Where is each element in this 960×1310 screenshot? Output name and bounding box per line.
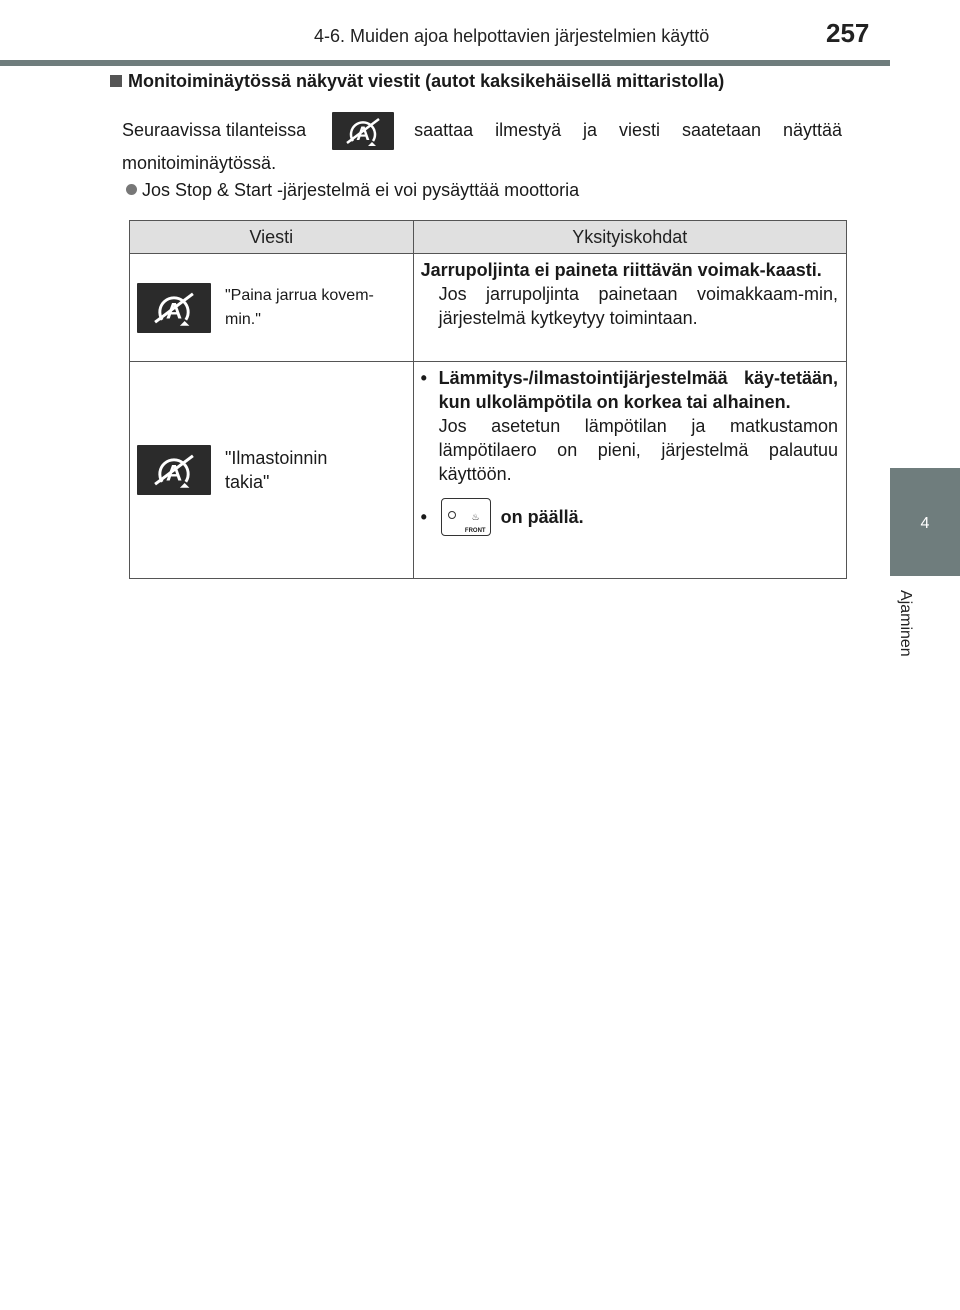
page-header xyxy=(0,0,890,66)
stop-start-off-icon xyxy=(137,445,211,495)
round-bullet-icon xyxy=(126,184,137,195)
page-number: 257 xyxy=(826,18,870,48)
table-row xyxy=(130,362,847,579)
condition-text: Jos Stop & Start -järjestelmä ei voi pysäyttää moottoria xyxy=(142,180,580,200)
message-text: "Ilmastoinnin takia" xyxy=(225,448,328,492)
stop-start-off-icon xyxy=(332,112,394,150)
stop-start-off-icon xyxy=(137,283,211,333)
chapter-label xyxy=(888,582,928,682)
square-bullet-icon xyxy=(110,75,122,87)
section-heading xyxy=(110,71,724,92)
message-table xyxy=(129,220,847,579)
front-button-label: FRONT xyxy=(464,528,486,534)
condition-bullet xyxy=(126,180,579,201)
intro-line2: monitoiminäytössä. xyxy=(122,153,277,173)
detail-heading: Lämmitys-/ilmastointijärjestelmää käy-tetään, kun ulkolämpötila on korkea tai alhainen. xyxy=(438,368,838,412)
table-row xyxy=(130,254,847,362)
chapter-label-text: Ajaminen xyxy=(897,590,914,657)
header-title: 4-6. Muiden ajoa helpottavien järjestelmien käyttö xyxy=(314,26,710,46)
chapter-tab xyxy=(890,468,960,576)
svg-text:A: A xyxy=(165,298,183,324)
svg-text:A: A xyxy=(356,123,370,145)
chapter-number: 4 xyxy=(920,515,930,532)
front-defroster-button-icon: ♨ FRONT xyxy=(441,498,491,536)
header-rule xyxy=(0,60,890,66)
bullet-icon: • xyxy=(420,368,427,388)
detail-text: Jos asetetun lämpötilan ja matkustamon lämpötilaero on pieni, järjestelmä palautuu käyttöön. xyxy=(438,416,838,484)
intro-paragraph xyxy=(122,116,842,178)
detail-text: on päällä. xyxy=(500,507,584,527)
svg-text:A: A xyxy=(165,460,183,486)
detail-text: Jos jarrupoljinta painetaan voimakkaam-min, järjestelmä kytkeytyy toimintaan. xyxy=(438,284,838,328)
column-header-details: Yksityiskohdat xyxy=(413,221,846,254)
intro-after-icon: saattaa ilmestyä ja viesti saatetaan näyttää xyxy=(414,120,842,140)
section-heading-text: Monitoiminäytössä näkyvät viestit (autot kaksikehäisellä mittaristolla) xyxy=(128,71,725,91)
bullet-icon: • xyxy=(420,507,427,527)
detail-heading: Jarrupoljinta ei paineta riittävän voimak-kaasti. xyxy=(420,260,822,280)
intro-before-icon: Seuraavissa tilanteissa xyxy=(122,120,307,140)
column-header-message: Viesti xyxy=(130,221,414,254)
message-text: "Paina jarrua kovem- min." xyxy=(225,286,374,328)
